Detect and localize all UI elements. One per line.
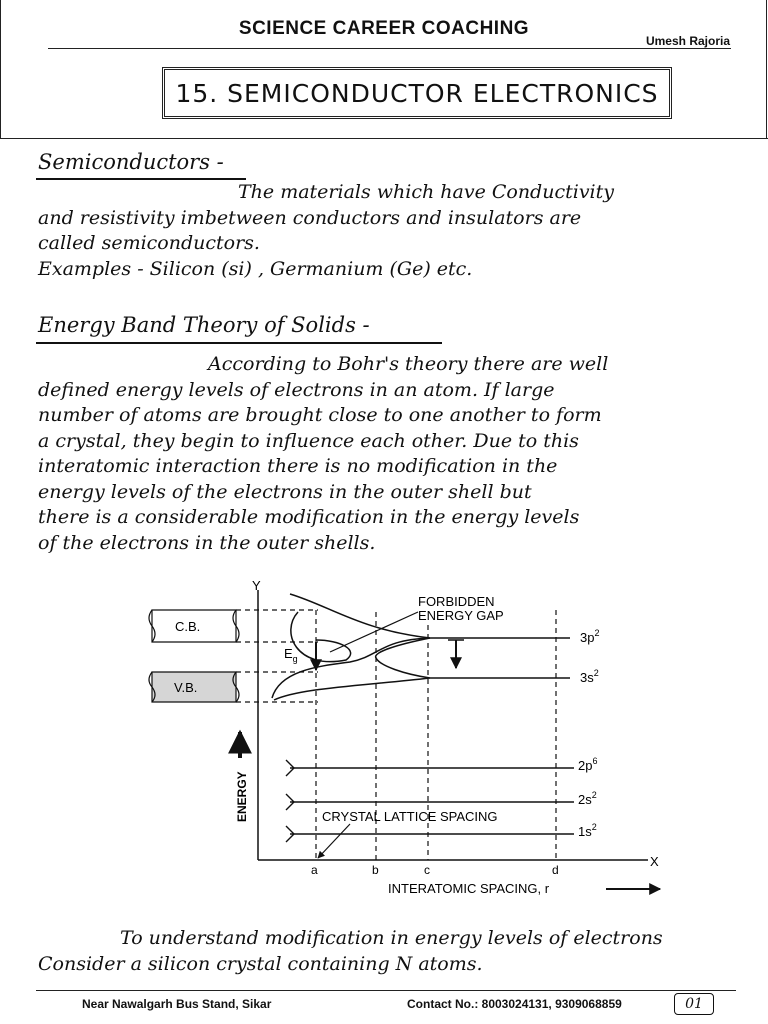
definition-line-2: and resistivity imbetween conductors and insulators are	[38, 206, 582, 229]
conduction-band-box	[149, 610, 239, 642]
heading-underline	[36, 342, 442, 344]
eg-label: $E_g$	[284, 646, 298, 664]
footer-rule	[36, 990, 736, 991]
lattice-pointer	[318, 824, 350, 858]
y-axis-label: Y	[252, 578, 261, 593]
energy-band-diagram	[0, 570, 768, 910]
level-1s: $1s^2$	[578, 822, 597, 839]
closing-line-1: To understand modification in energy levels of electrons	[120, 927, 663, 949]
paragraph-line: there is a considerable modification in the energy levels	[38, 506, 580, 528]
paragraph-line: interatomic interaction there is no modification in the	[38, 455, 558, 477]
cb-label: C.B.	[175, 619, 201, 634]
header-title: SCIENCE CAREER COACHING	[238, 18, 530, 39]
page-number: 01	[674, 993, 714, 1015]
paragraph-line: According to Bohr's theory there are well	[208, 353, 609, 375]
tick-c: c	[424, 863, 430, 877]
x-axis-label: X	[650, 854, 659, 869]
vb-label: V.B.	[174, 680, 198, 695]
level-2p: $2p^6$	[578, 756, 598, 773]
chapter-title: 15. SEMICONDUCTOR ELECTRONICS	[162, 67, 672, 119]
tick-a: a	[311, 863, 318, 877]
paragraph-line: defined energy levels of electrons in an atom. If large	[38, 378, 555, 401]
frame-rule	[0, 138, 768, 139]
examples-line: Examples - Silicon (si) , Germanium (Ge) etc.	[38, 257, 473, 280]
header-rule	[48, 48, 731, 49]
tick-b: b	[372, 863, 379, 877]
energy-band-paragraph	[38, 352, 738, 556]
level-3p: $3p^2$	[580, 628, 600, 645]
paragraph-line: energy levels of the electrons in the outer shell but	[38, 480, 532, 503]
forbidden-label-1: FORBIDDEN	[418, 594, 495, 609]
valence-band-box	[149, 672, 239, 702]
level-2s: $2s^2$	[578, 790, 597, 807]
inner-levels	[286, 760, 574, 842]
level-3s: $3s^2$	[580, 668, 599, 685]
paragraph-line: number of atoms are brought close to one another to form	[38, 404, 602, 426]
header-author: Umesh Rajoria	[645, 34, 730, 48]
section-heading-semiconductors: Semiconductors -	[38, 150, 224, 174]
paragraph-line: of the electrons in the outer shells.	[38, 531, 376, 554]
lattice-spacing-label: CRYSTAL LATTICE SPACING	[322, 809, 498, 824]
paragraph-line: a crystal, they begin to influence each other. Due to this	[38, 429, 579, 452]
forbidden-label-2: ENERGY GAP	[418, 608, 504, 623]
frame-left	[0, 0, 1, 138]
closing-paragraph	[38, 926, 738, 977]
footer-address: Near Nawalgarh Bus Stand, Sikar	[82, 997, 272, 1011]
closing-line-2: Consider a silicon crystal containing N atoms.	[38, 952, 483, 975]
definition-line-3: called semiconductors.	[38, 232, 260, 254]
semiconductor-definition	[38, 180, 738, 282]
x-caption: INTERATOMIC SPACING, r	[388, 881, 550, 896]
definition-line-1: The materials which have Conductivity	[238, 181, 614, 203]
frame-right	[766, 0, 767, 138]
energy-label: ENERGY	[235, 771, 249, 822]
tick-d: d	[552, 863, 559, 877]
section-heading-energy-band: Energy Band Theory of Solids -	[38, 313, 370, 337]
forbidden-pointer	[330, 612, 418, 652]
footer-contact: Contact No.: 8003024131, 9309068859	[407, 997, 622, 1011]
